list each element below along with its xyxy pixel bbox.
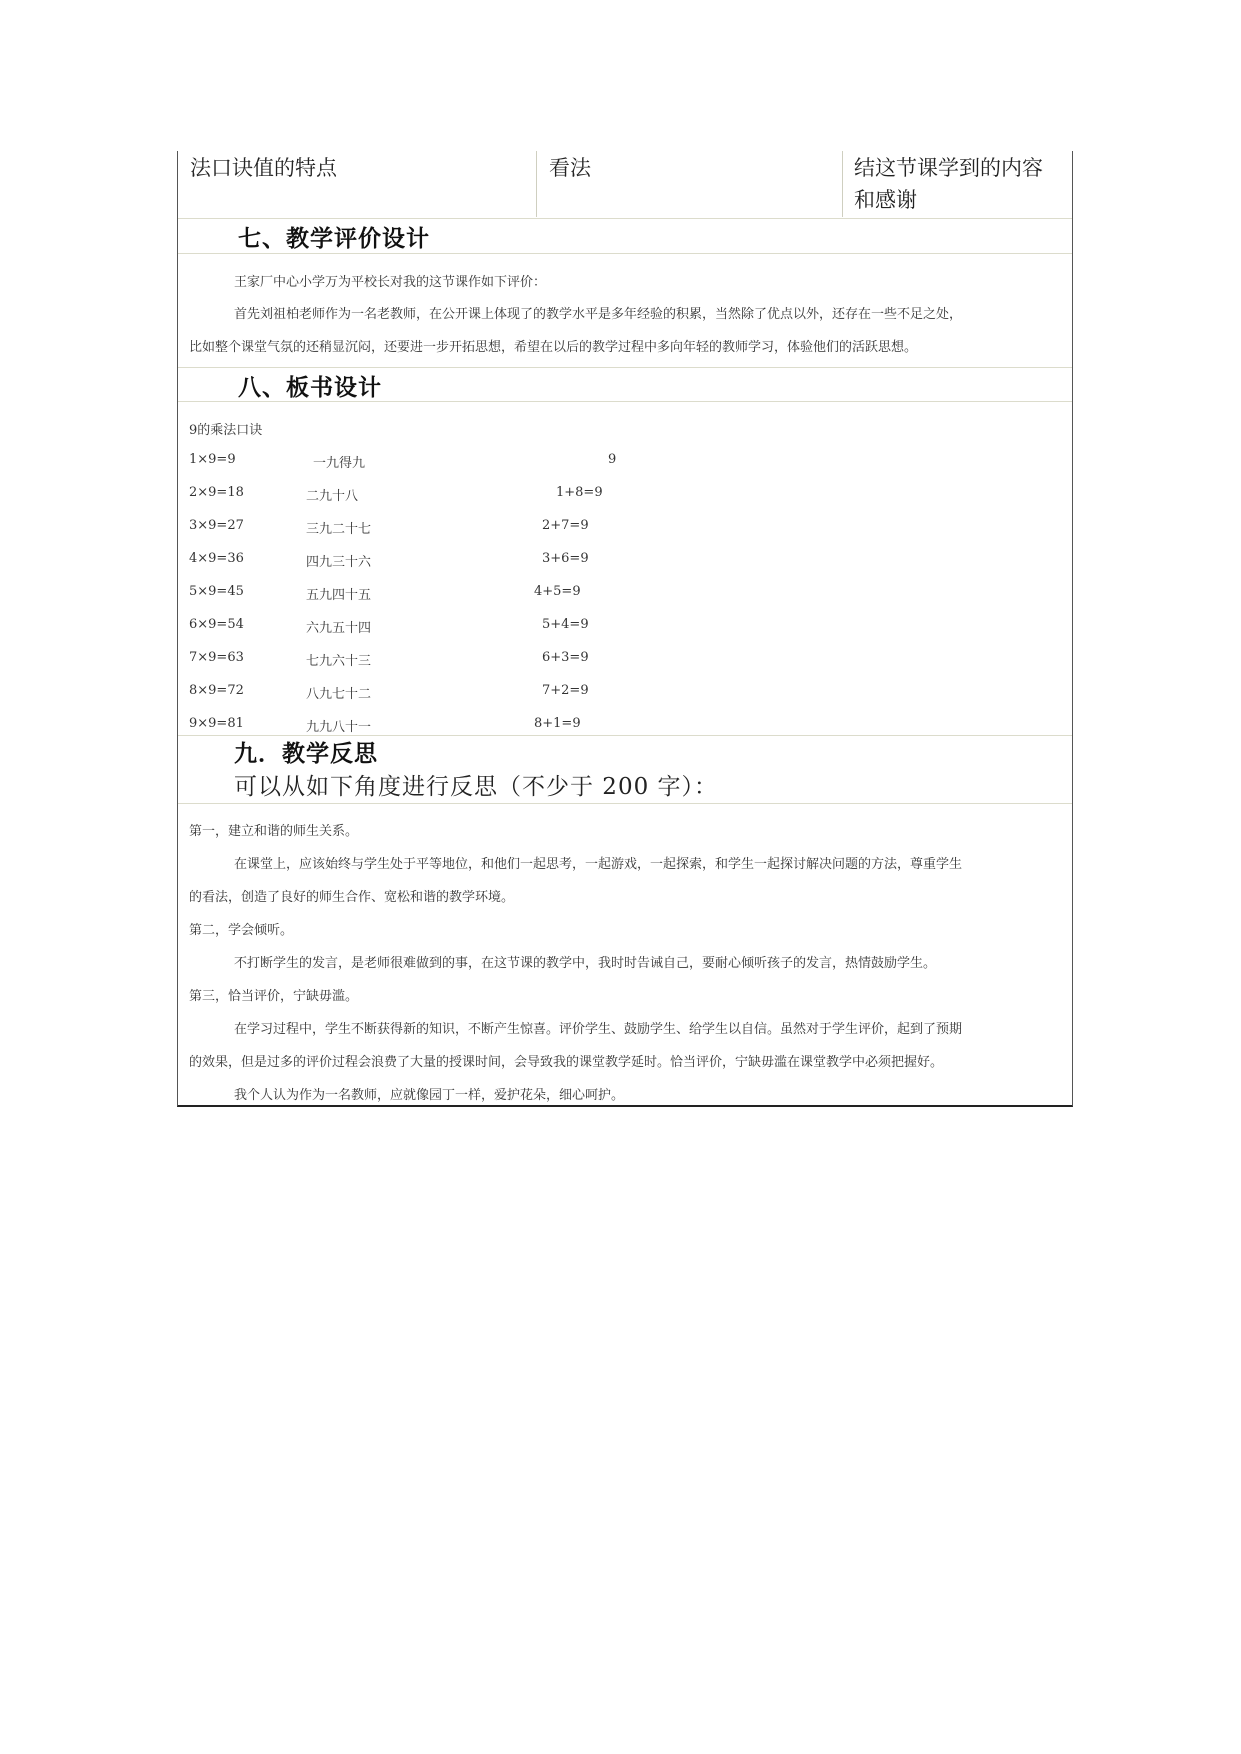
section7-line2: 首先刘祖柏老师作为一名老教师，在公开课上体现了的教学水平是多年经验的积累，当然除了优点以外，还存在一些不足之处， [234,307,963,322]
board-top-nine: 9 [608,452,617,467]
board-sum-6: 5+4=9 [542,617,589,632]
table-cell-formula-feature: 法口诀值的特点 [190,156,337,180]
section9-title: 九．教学反思 [234,740,378,767]
table-cell-summary-line2: 和感谢 [854,188,917,212]
board-eq-5: 5×9=45 [189,584,244,599]
board-eq-8: 8×9=72 [189,683,244,698]
board-eq-6: 6×9=54 [189,617,244,632]
reflection-point-2: 第二，学会倾听。 [189,923,294,938]
section9-subtitle: 可以从如下角度进行反思（不少于 200 字）： [234,774,719,800]
reflection-para-3b: 的效果，但是过多的评价过程会浪费了大量的授课时间，会导致我的课堂教学延时。恰当评价，宁缺毋滥在课堂教学中必须把握好。 [189,1055,944,1070]
board-rhyme-9: 九九八十一 [306,720,372,735]
board-eq-3: 3×9=27 [189,518,244,533]
reflection-conclusion: 我个人认为作为一名教师，应就像园丁一样，爱护花朵，细心呵护。 [234,1088,625,1103]
board-sum-5: 4+5=9 [534,584,581,599]
board-rhyme-6: 六九五十四 [306,621,372,636]
reflection-para-1b: 的看法，创造了良好的师生合作、宽松和谐的教学环境。 [189,890,515,905]
board-eq-4: 4×9=36 [189,551,244,566]
board-sum-3: 2+7=9 [542,518,589,533]
board-rhyme-7: 七九六十三 [306,654,372,669]
row-divider [178,367,1072,368]
reflection-para-1a: 在课堂上，应该始终与学生处于平等地位，和他们一起思考，一起游戏，一起探索，和学生一起探讨解决问题的方法，尊重学生 [234,857,963,872]
board-sum-4: 3+6=9 [542,551,589,566]
board-rhyme-8: 八九七十二 [306,687,372,702]
table-cell-summary-line1: 结这节课学到的内容 [854,156,1043,180]
column-divider [842,151,843,217]
board-rhyme-1: 一九得九 [313,456,366,471]
reflection-point-1: 第一，建立和谐的师生关系。 [189,824,359,839]
board-eq-9: 9×9=81 [189,716,244,731]
board-eq-1: 1×9=9 [189,452,236,467]
board-rhyme-5: 五九四十五 [306,588,372,603]
column-divider [536,151,537,217]
board-subtitle: 9的乘法口诀 [189,423,263,438]
board-sum-9: 8+1=9 [534,716,581,731]
board-eq-7: 7×9=63 [189,650,244,665]
board-rhyme-2: 二九十八 [306,489,359,504]
reflection-para-2: 不打断学生的发言，是老师很难做到的事，在这节课的教学中，我时时告诫自己，要耐心倾听孩子的发言，热情鼓励学生。 [234,956,937,971]
reflection-para-3a: 在学习过程中，学生不断获得新的知识，不断产生惊喜。评价学生、鼓励学生、给学生以自信。虽然对于学生评价，起到了预期 [234,1022,963,1037]
board-sum-8: 7+2=9 [542,683,589,698]
board-rhyme-4: 四九三十六 [306,555,372,570]
section7-line3: 比如整个课堂气氛的还稍显沉闷，还要进一步开拓思想，希望在以后的教学过程中多向年轻的教师学习，体验他们的活跃思想。 [189,340,918,355]
board-sum-2: 1+8=9 [556,485,603,500]
board-eq-2: 2×9=18 [189,485,244,500]
table-cell-view: 看法 [549,156,591,180]
section8-title: 八、板书设计 [238,374,382,401]
lesson-plan-table [177,151,1073,1107]
reflection-point-3: 第三，恰当评价，宁缺毋滥。 [189,989,359,1004]
board-sum-7: 6+3=9 [542,650,589,665]
board-rhyme-3: 三九二十七 [306,522,372,537]
section7-title: 七、教学评价设计 [238,225,430,252]
row-divider [178,218,1072,219]
row-divider [178,253,1072,254]
row-divider [178,803,1072,804]
section7-line1: 王家厂中心小学万为平校长对我的这节课作如下评价： [234,275,547,290]
row-divider [178,401,1072,402]
